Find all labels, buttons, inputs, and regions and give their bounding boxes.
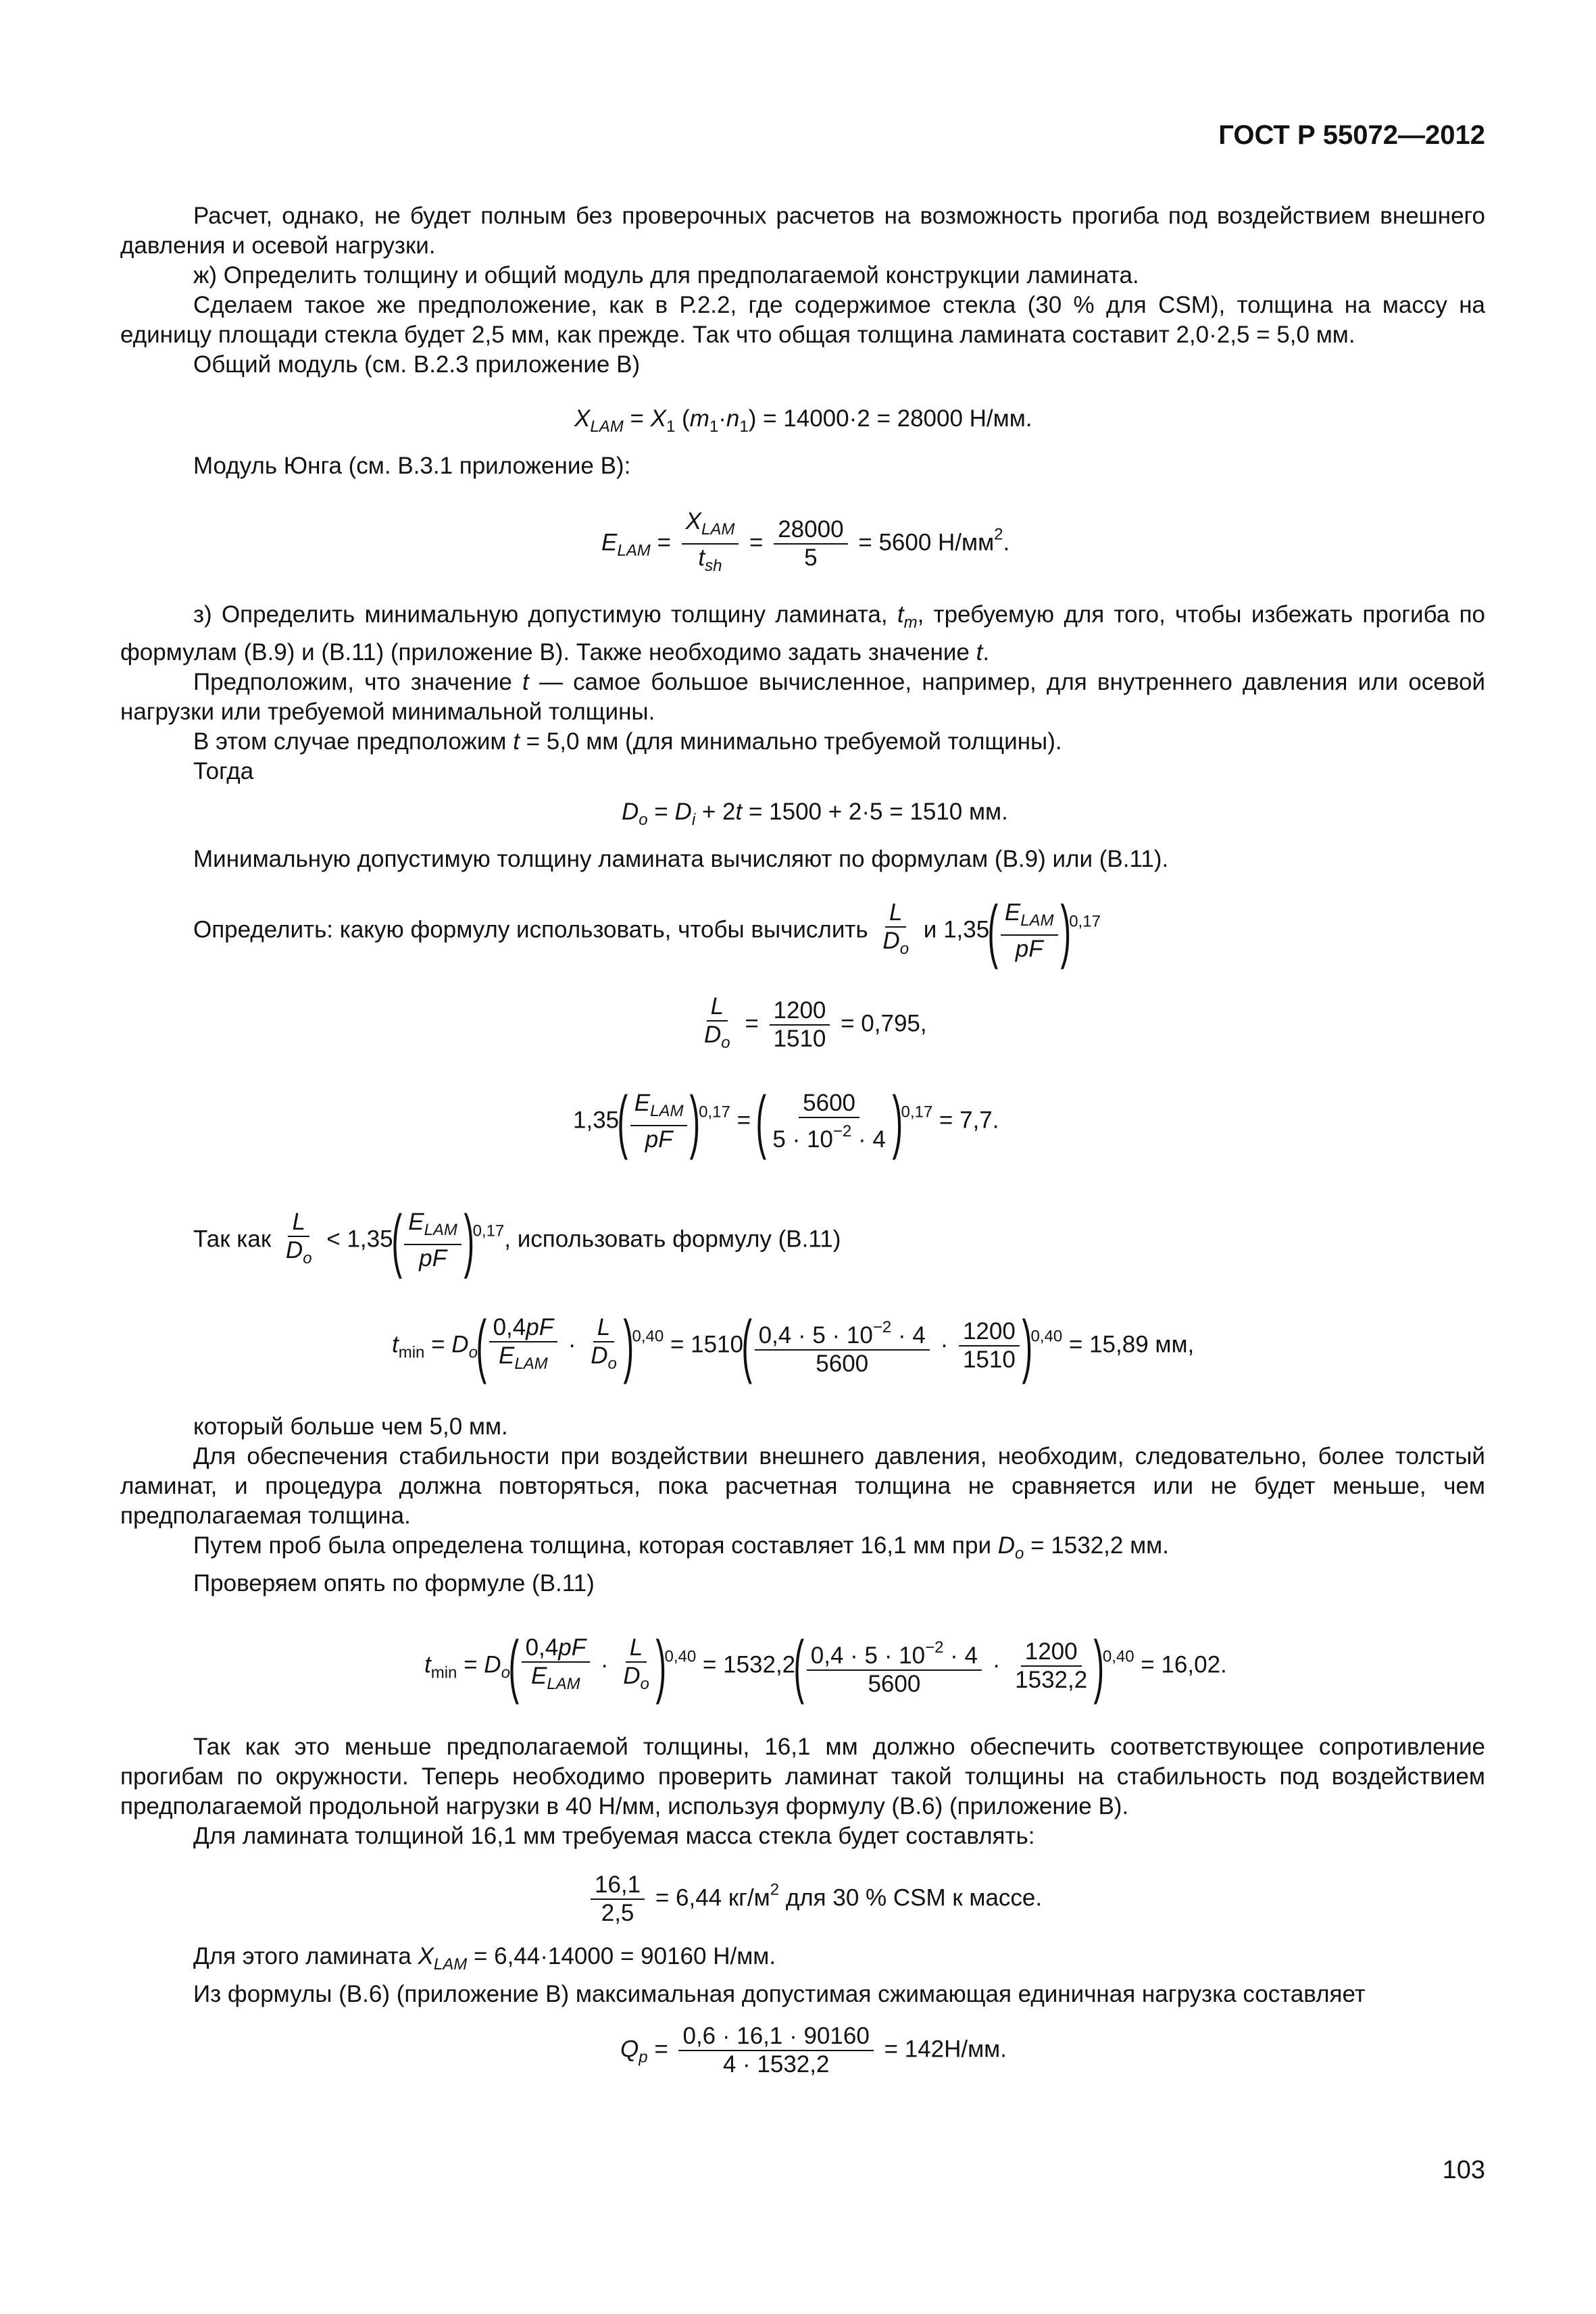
- document-page: [120, 0, 1485, 2314]
- formula-qp: $Q_p$ = $\frac{0,6 \cdot 16,1 \cdot 90160}{4 \cdot 1532,2}$ = 142Н/мм.: [620, 2023, 1007, 2078]
- paragraph: Модуль Юнга (см. В.3.1 приложение В):: [193, 453, 631, 479]
- formula-glass-mass: $\frac{16,1}{2,5}$ = 6,44 $кг/м^2$ для 30 % CSM к массе.: [587, 1871, 1042, 1927]
- paragraph: Предположим, что значение t — самое большое вычисленное, например, для внутреннего давления или осевой нагрузки или требуемой минимальной толщины.: [120, 669, 1485, 725]
- text-block-2: [120, 451, 1485, 481]
- paragraph: Так как это меньше предполагаемой толщины, 16,1 мм должно обеспечить соответствующее сопротивление прогибам по окружности. Теперь необходимо проверить ламинат такой толщины на стабильность под воздействием предполагаемой продольной нагрузки в 40 Н/мм, используя формулу (В.6) (приложение В).: [120, 1734, 1485, 1819]
- paragraph: ж) Определить толщину и общий модуль для предполагаемой конструкции ламината.: [193, 262, 1139, 288]
- paragraph: Минимальную допустимую толщину ламината вычисляют по формулам (В.9) или (В.11).: [193, 846, 1169, 872]
- paragraph: Общий модуль (см. В.2.3 приложение В): [193, 351, 641, 378]
- text-block-3: [120, 600, 1485, 786]
- formula-ld: $\frac{L}{D_o}$ = $\frac{1200}{1510}$ = 0,795,: [704, 993, 927, 1052]
- text-block-5: [120, 1412, 1485, 1599]
- formula-tmin-1: $t_{min} = D_o$( $\frac{0,4pF}{E_{LAM}}$ · $\frac{L}{D_o}$ )$^{0,40}$ = 1510( $\frac{0,4 \cdot 5 \cdot 10^{-2} \cdot 4}{5600}$ · $\frac{1200}{1510}$ )$^{0,40}$ = 15,89 мм,: [392, 1307, 1195, 1385]
- page-number: 103: [1442, 2156, 1485, 2184]
- paragraph: Проверяем опять по формуле (В.11): [193, 1570, 595, 1596]
- paragraph: Тогда: [193, 758, 254, 784]
- paragraph: Для обеспечения стабильности при воздействии внешнего давления, необходим, следовательно, более толстый ламинат, и процедура должна повторяться, пока расчетная толщина не сравняется или не будет меньше, чем предполагаемая толщина.: [120, 1443, 1485, 1529]
- paragraph: Из формулы (В.6) (приложение В) максимальная допустимая сжимающая единичная нагрузка составляет: [193, 1981, 1366, 2007]
- paragraph: Путем проб была определена толщина, которая составляет 16,1 мм при $D_o = 1532,2$ мм.: [193, 1532, 1169, 1563]
- paragraph: з) Определить минимальную допустимую толщину ламината, $t_m$, требуемую для того, чтобы избежать прогиба по формулам (В.9) и (В.11) (приложение В). Также необходимо задать значение t.: [120, 601, 1485, 665]
- formula-choice: Определить: какую формулу использовать, чтобы вычислить $\frac{L}{D_o}$ и 1,35( $\frac{E_{LAM}}{pF}$ )$^{0,17}$: [193, 892, 1101, 970]
- formula-xlam: $X_{LAM} = X_1$ $(m_1\cdot n_1) = 14000\cdot 2 = 28000$ Н/мм.: [574, 405, 1032, 436]
- text-block-4: [120, 845, 1485, 874]
- formula-elam: $E_{LAM}$ = $\frac{X_{LAM}}{t_{sh}}$ = $\frac{28000}{5}$ = 5600 $Н/мм^2$.: [601, 508, 1010, 575]
- paragraph: который больше чем 5,0 мм.: [193, 1413, 508, 1440]
- formula-ratio: 1,35( $\frac{E_{LAM}}{pF}$ )$^{0,17}$ = ( $\frac{5600}{5 \cdot 10^{-2} \cdot 4}$ )$^{0,17}$ = 7,7.: [573, 1082, 999, 1161]
- standard-header: ГОСТ Р 55072—2012: [1218, 120, 1485, 150]
- paragraph: Расчет, однако, не будет полным без проверочных расчетов на возможность прогиба под воздействием внешнего давления и осевой нагрузки.: [120, 203, 1485, 259]
- paragraph: Для ламината толщиной 16,1 мм требуемая масса стекла будет составлять:: [193, 1823, 1035, 1849]
- text-block-6: [120, 1732, 1485, 1851]
- text-block-1: [120, 201, 1485, 380]
- text-block-7: [120, 1942, 1485, 2009]
- paragraph: Для этого ламината $X_{LAM} = 6,44\cdot 14000 = 90160$ Н/мм.: [193, 1943, 776, 1973]
- formula-do: $D_o = D_i + 2t = 1500 + 2\cdot 5 = 1510$ мм.: [622, 799, 1008, 829]
- formula-condition: Так как $\frac{L}{D_o}$ < 1,35( $\frac{E_{LAM}}{pF}$ )$^{0,17}$, использовать формулу (В.11): [193, 1201, 841, 1280]
- paragraph: В этом случае предположим t = 5,0 мм (для минимально требуемой толщины).: [193, 728, 1062, 755]
- formula-tmin-2: $t_{min} = D_o$( $\frac{0,4pF}{E_{LAM}}$ · $\frac{L}{D_o}$ )$^{0,40}$ = 1532,2( $\frac{0,4 \cdot 5 \cdot 10^{-2} \cdot 4}{5600}$ · $\frac{1200}{1532,2}$ )$^{0,40}$ = 16,02.: [424, 1627, 1227, 1705]
- paragraph: Сделаем такое же предположение, как в Р.2.2, где содержимое стекла (30 % для CSM), толщина на массу на единицу площади стекла будет 2,5 мм, как прежде. Так что общая толщина ламината составит 2,0·2,5 = 5,0 мм.: [120, 292, 1485, 348]
